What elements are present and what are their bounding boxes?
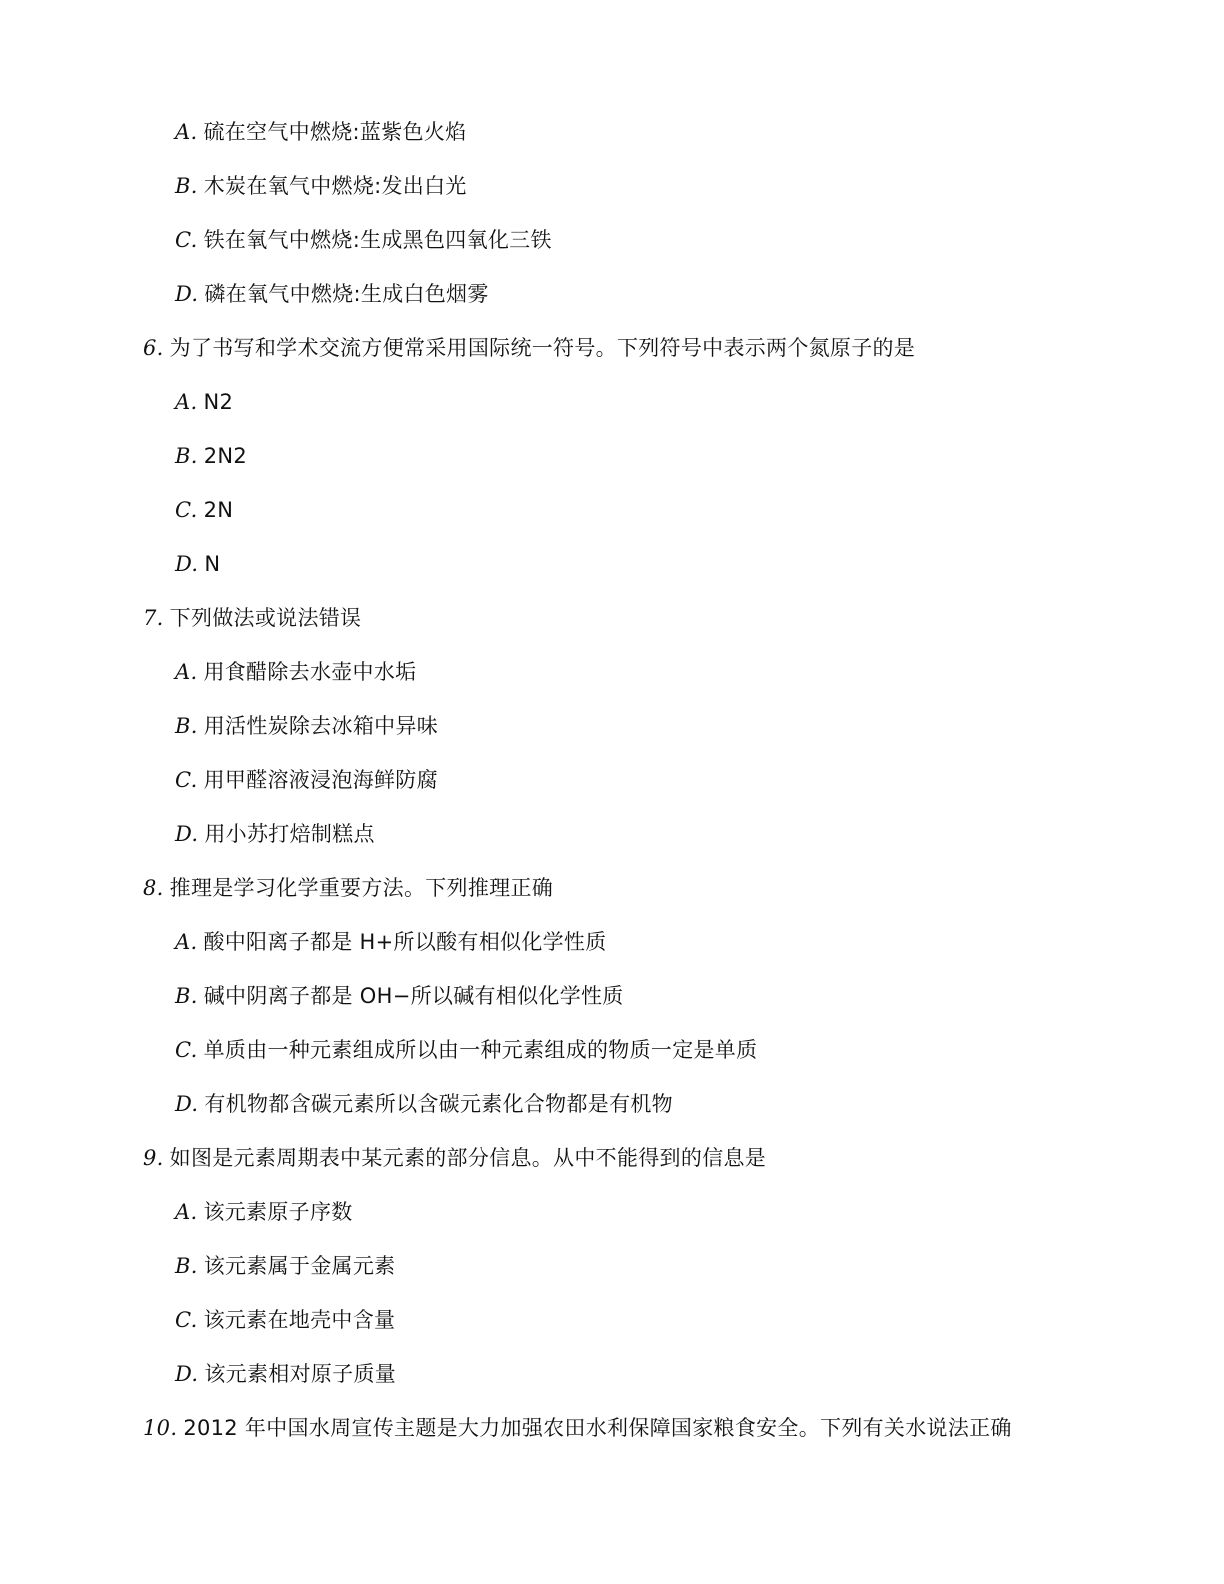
option-letter: B. bbox=[175, 1254, 198, 1278]
option-line bbox=[175, 1198, 353, 1226]
option-text: 该元素在地壳中含量 bbox=[203, 1308, 396, 1332]
option-line bbox=[175, 766, 438, 794]
option-letter: A. bbox=[175, 120, 198, 144]
option-line bbox=[175, 550, 220, 578]
option-line bbox=[175, 820, 375, 848]
option-letter: C. bbox=[175, 768, 198, 792]
question-number: 10. bbox=[143, 1416, 178, 1440]
option-letter: C. bbox=[175, 1038, 198, 1062]
option-text: 2N2 bbox=[203, 444, 248, 468]
option-letter: A. bbox=[175, 1200, 198, 1224]
option-text: 该元素相对原子质量 bbox=[204, 1362, 397, 1386]
option-line bbox=[175, 172, 467, 200]
option-text: N2 bbox=[203, 390, 234, 414]
question-line bbox=[143, 1414, 1012, 1442]
option-line bbox=[175, 1306, 395, 1334]
option-letter: D. bbox=[175, 1362, 199, 1386]
option-letter: C. bbox=[175, 1308, 198, 1332]
option-letter: A. bbox=[175, 660, 198, 684]
option-text: 单质由一种元素组成所以由一种元素组成的物质一定是单质 bbox=[203, 1038, 758, 1062]
option-line bbox=[175, 496, 233, 524]
option-text: 2N bbox=[203, 498, 234, 522]
question-number: 9. bbox=[143, 1146, 164, 1170]
option-letter: C. bbox=[175, 498, 198, 522]
option-text: 用小苏打焙制糕点 bbox=[204, 822, 375, 846]
question-line bbox=[143, 334, 915, 362]
option-line bbox=[175, 388, 233, 416]
option-text: 用活性炭除去冰箱中异味 bbox=[203, 714, 439, 738]
question-line bbox=[143, 874, 553, 902]
option-line bbox=[175, 1090, 673, 1118]
option-letter: D. bbox=[175, 552, 199, 576]
option-line bbox=[175, 982, 624, 1010]
option-line bbox=[175, 712, 438, 740]
question-number: 6. bbox=[143, 336, 164, 360]
option-letter: A. bbox=[175, 390, 198, 414]
option-letter: D. bbox=[175, 282, 199, 306]
option-line bbox=[175, 442, 247, 470]
option-text: 有机物都含碳元素所以含碳元素化合物都是有机物 bbox=[204, 1092, 673, 1116]
question-text: 推理是学习化学重要方法。下列推理正确 bbox=[169, 876, 554, 900]
option-text: N bbox=[204, 552, 221, 576]
question-number: 8. bbox=[143, 876, 164, 900]
question-text: 为了书写和学术交流方便常采用国际统一符号。下列符号中表示两个氮原子的是 bbox=[169, 336, 916, 360]
option-text: 该元素原子序数 bbox=[203, 1200, 353, 1224]
option-letter: D. bbox=[175, 1092, 199, 1116]
option-text: 用甲醛溶液浸泡海鲜防腐 bbox=[203, 768, 438, 792]
option-line bbox=[175, 928, 607, 956]
option-text: 铁在氧气中燃烧:生成黑色四氧化三铁 bbox=[203, 228, 552, 252]
option-text: 用食醋除去水壶中水垢 bbox=[203, 660, 417, 684]
question-text: 2012 年中国水周宣传主题是大力加强农田水利保障国家粮食安全。下列有关水说法正确 bbox=[183, 1416, 1012, 1440]
question-line bbox=[143, 604, 361, 632]
option-text: 木炭在氧气中燃烧:发出白光 bbox=[203, 174, 467, 198]
option-line bbox=[175, 226, 552, 254]
option-line bbox=[175, 1036, 757, 1064]
question-line bbox=[143, 1144, 766, 1172]
option-letter: B. bbox=[175, 714, 198, 738]
option-letter: C. bbox=[175, 228, 198, 252]
option-letter: B. bbox=[175, 444, 198, 468]
option-letter: B. bbox=[175, 174, 198, 198]
option-line bbox=[175, 280, 489, 308]
option-text: 酸中阳离子都是 H+所以酸有相似化学性质 bbox=[203, 930, 607, 954]
option-line bbox=[175, 1252, 395, 1280]
option-text: 碱中阴离子都是 OH−所以碱有相似化学性质 bbox=[203, 984, 624, 1008]
option-letter: D. bbox=[175, 822, 199, 846]
option-letter: A. bbox=[175, 930, 198, 954]
option-text: 硫在空气中燃烧:蓝紫色火焰 bbox=[203, 120, 467, 144]
question-text: 下列做法或说法错误 bbox=[169, 606, 362, 630]
option-text: 该元素属于金属元素 bbox=[203, 1254, 396, 1278]
question-number: 7. bbox=[143, 606, 164, 630]
option-letter: B. bbox=[175, 984, 198, 1008]
option-line bbox=[175, 118, 466, 146]
option-line bbox=[175, 1360, 396, 1388]
option-text: 磷在氧气中燃烧:生成白色烟雾 bbox=[204, 282, 489, 306]
question-text: 如图是元素周期表中某元素的部分信息。从中不能得到的信息是 bbox=[169, 1146, 767, 1170]
option-line bbox=[175, 658, 416, 686]
